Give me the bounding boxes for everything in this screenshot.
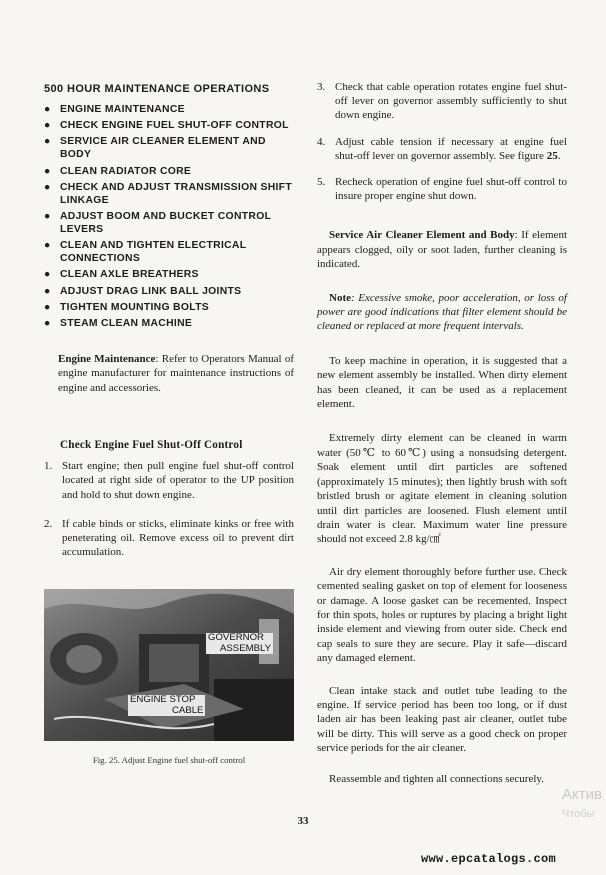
- step-text: Adjust cable tension if necessary at engine fuel shut-off lever on governor assembly. See figure: [335, 135, 567, 162]
- task-item: ● ADJUST BOOM AND BUCKET CONTROL LEVERS: [44, 210, 272, 235]
- step-item: [317, 80, 567, 123]
- dirty-element-paragraph: Extremely dirty element can be cleaned in warm water (50℃ to 60℃) using a nonsudsing detergent. Soak element until dirt particles are softened (approximately 15 minutes); then lightly brush with soft bristled brush or agitate element in cleaning solution until dirt particles are loosened. Flush element until drain water is clear. Maximum water line pressure should not exceed 2.8 kg/㎠: [317, 432, 567, 546]
- step-text: Recheck operation of engine fuel shut-off control to insure proper engine shut down.: [335, 176, 567, 203]
- activation-watermark: Актив: [562, 786, 602, 803]
- step-number: 3.: [317, 81, 326, 93]
- step-number: 1.: [44, 460, 53, 473]
- task-item: ● ADJUST DRAG LINK BALL JOINTS: [44, 285, 242, 297]
- note-paragraph: [317, 291, 567, 334]
- fuel-shutoff-steps-continued: [317, 80, 567, 203]
- fuel-shutoff-heading: Check Engine Fuel Shut-Off Control: [60, 439, 243, 452]
- bullet-icon: ●: [44, 301, 51, 313]
- task-item: ● CHECK AND ADJUST TRANSMISSION SHIFT LINKAGE: [44, 181, 292, 206]
- bullet-icon: ●: [44, 120, 51, 132]
- engine-maintenance-text: : Refer to Operators Manual of engine manufacturer for maintenance instructions of engine and accessories.: [58, 352, 294, 394]
- right-column: [317, 80, 567, 786]
- figure-photo: [44, 589, 294, 741]
- air-dry-paragraph: Air dry element thoroughly before further use. Check cemented sealing gasket on top of element for looseness or damage. A loose gasket can be recemented. Inspect for thin spots, holes or ruptures by placing a bright light inside element and viewing from outer side. Check end cap seals to sure they are secure. Play it safe—discard any damaged element.: [317, 565, 567, 665]
- bullet-icon: ●: [44, 136, 51, 148]
- keep-machine-paragraph: To keep machine in operation, it is suggested that a new element assembly be installed. When dirty element has been cleaned, it can be used as a replacement element.: [317, 354, 567, 411]
- left-column: [44, 80, 294, 559]
- step-text: Start engine; then pull engine fuel shut-off control located at right side of operator to the UP position and hold to shut down engine.: [62, 460, 294, 501]
- task-item: ● ENGINE MAINTENANCE: [44, 104, 185, 115]
- bullet-icon: ●: [44, 181, 51, 193]
- website-link[interactable]: www.epcatalogs.com: [420, 852, 556, 866]
- bullet-icon: ●: [44, 240, 51, 252]
- step-item: [44, 459, 294, 502]
- section-heading: 500 HOUR MAINTENANCE OPERATIONS: [44, 83, 270, 95]
- bullet-icon: ●: [44, 210, 51, 222]
- note-label: Note: [329, 291, 351, 304]
- reassemble-paragraph: Reassemble and tighten all connections securely.: [329, 772, 544, 785]
- bullet-icon: ●: [44, 104, 51, 115]
- page-number: 33: [297, 815, 309, 827]
- bullet-icon: ●: [44, 317, 51, 329]
- task-item: ● CLEAN AXLE BREATHERS: [44, 269, 199, 281]
- bullet-icon: ●: [44, 165, 51, 177]
- task-list: [44, 103, 294, 330]
- step-item: [44, 517, 294, 560]
- task-item: ● STEAM CLEAN MACHINE: [44, 317, 193, 329]
- task-item: ● CHECK ENGINE FUEL SHUT-OFF CONTROL: [44, 120, 289, 132]
- step-item: [317, 175, 567, 203]
- step-item: 4. Adjust cable tension if necessary at engine fuel shut-off lever on governor assembly. See figure 25.: [317, 135, 567, 162]
- task-item: ● SERVICE AIR CLEANER ELEMENT AND BODY: [44, 136, 266, 161]
- figure-caption: Fig. 25. Adjust Engine fuel shut-off control: [92, 755, 246, 765]
- bullet-icon: ●: [44, 285, 51, 297]
- activation-watermark-subtext: Чтобы: [562, 808, 595, 820]
- engine-stop-cable-label: ENGINE STOP CABLE: [130, 694, 204, 716]
- step-text: Check that cable operation rotates engine fuel shut-off lever on governor assembly sufficiently to shut down engine.: [335, 81, 567, 122]
- step-number: 5.: [317, 176, 326, 189]
- note-text: : Excessive smoke, poor acceleration, or loss of power are good indications that filter element should be cleaned or replaced at more frequent intervals.: [317, 291, 567, 333]
- fuel-shutoff-steps: [44, 459, 294, 559]
- intake-stack-paragraph: Clean intake stack and outlet tube leading to the engine. If service period has been too long, or if dust laden air has been leaking past air cleaner, outlet tube will be dirty. This will serve as a good check on proper service periods for the air cleaner.: [317, 684, 567, 755]
- engine-photo-image: [44, 589, 294, 741]
- task-item: ● TIGHTEN MOUNTING BOLTS: [44, 301, 209, 313]
- task-item: ● CLEAN AND TIGHTEN ELECTRICAL CONNECTIONS: [44, 240, 247, 265]
- air-cleaner-paragraph: Service Air Cleaner Element and Body: If element appears clogged, oily or soot laden, further cleaning is indicated.: [317, 229, 567, 271]
- air-cleaner-label: Service Air Cleaner Element and Body: [329, 229, 515, 242]
- step-number: 4.: [317, 135, 326, 148]
- engine-maintenance-paragraph: [44, 352, 294, 395]
- figure-reference: 25: [546, 149, 558, 162]
- governor-assembly-label: GOVERNOR ASSEMBLY: [208, 632, 272, 654]
- step-number: 2.: [44, 517, 53, 530]
- task-item: ● CLEAN RADIATOR CORE: [44, 165, 192, 177]
- engine-maintenance-label: Engine Maintenance: [58, 352, 156, 365]
- step-text: If cable binds or sticks, eliminate kinks or free with peneterating oil. Remove excess oil to prevent dirt accumulation.: [62, 517, 294, 559]
- bullet-icon: ●: [44, 269, 51, 281]
